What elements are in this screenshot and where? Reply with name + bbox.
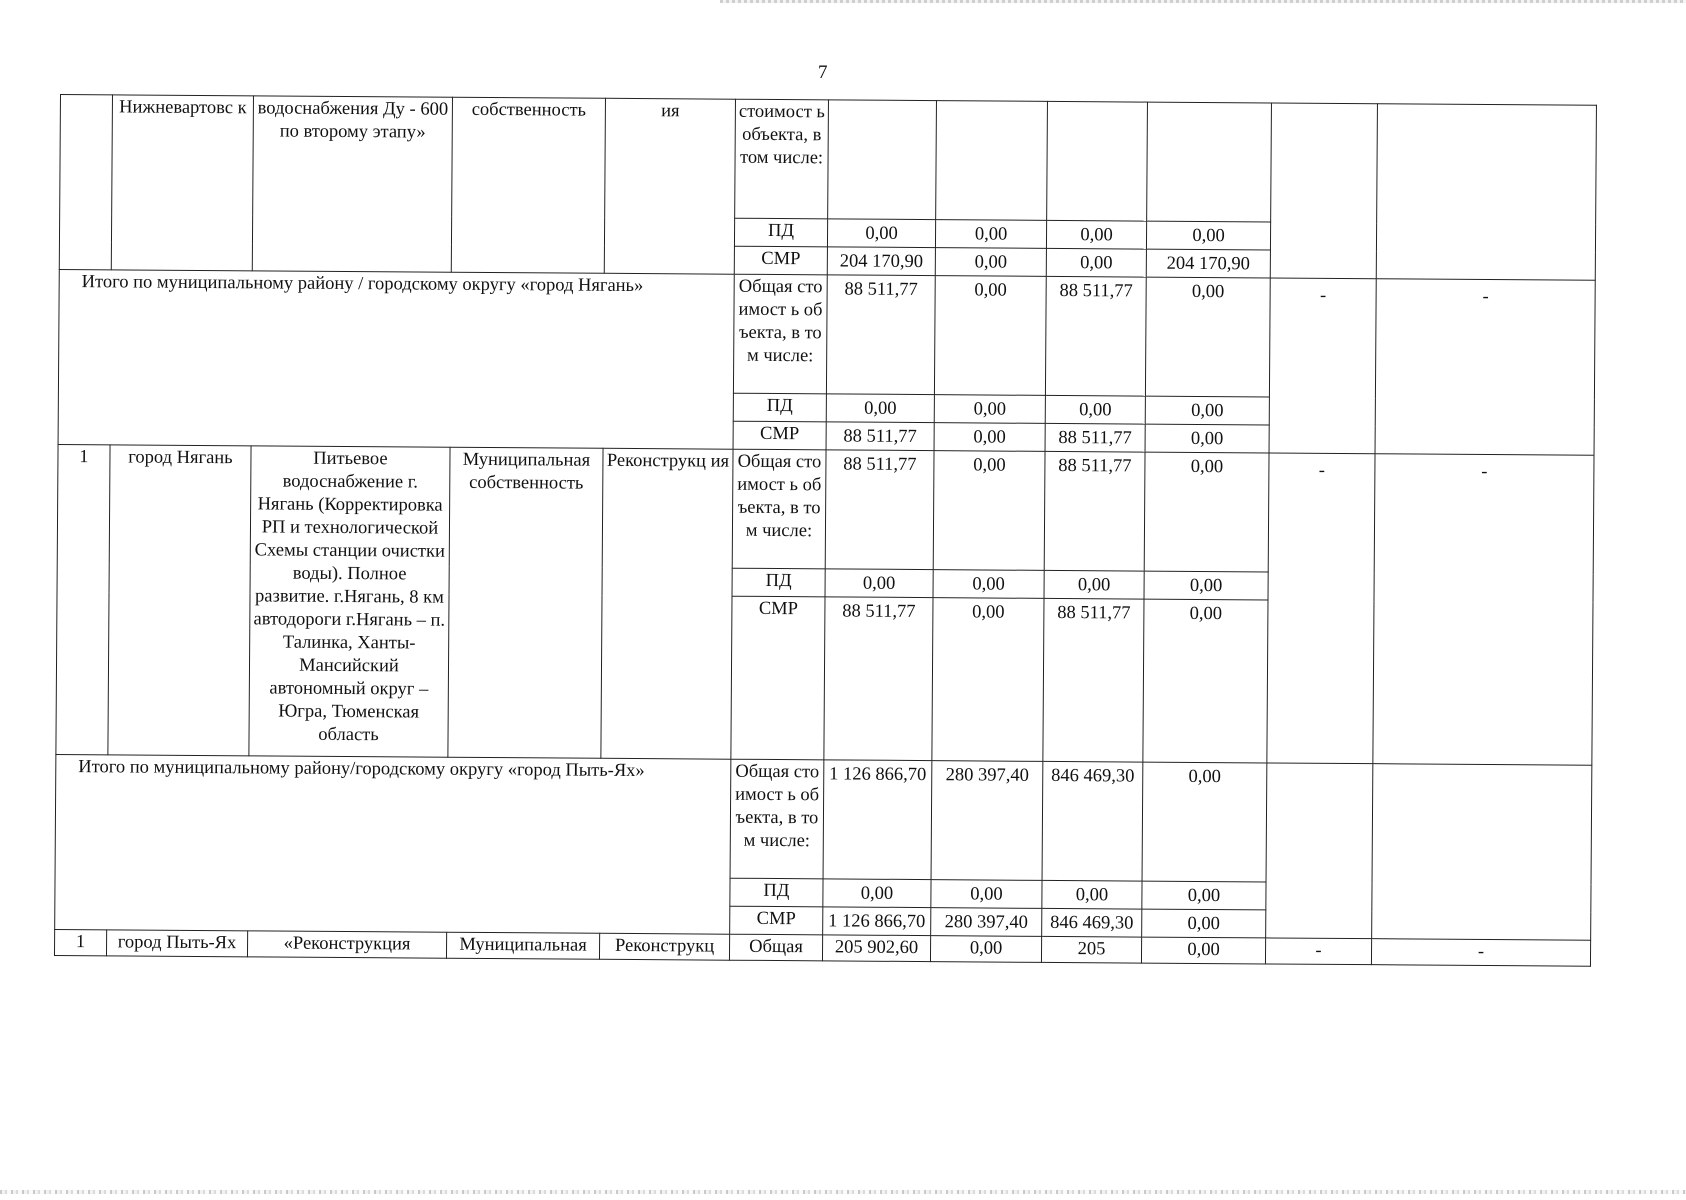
table-row (55, 754, 1592, 884)
city-cell: город Пыть-Ях (106, 930, 247, 957)
value-cell (1147, 102, 1272, 222)
value-cell: 0,00 (823, 879, 931, 908)
object-name-cell: Питьевое водоснабжение г. Нягань (Корректировка РП и технологической Схемы станции очистки воды). Полное развитие. г.Нягань, 8 км автодороги г.Нягань – п. Талинка, Ханты-Мансийский автономный округ – Югра, Тюменская область (249, 446, 450, 757)
value-cell: 88 511,77 (826, 422, 934, 451)
value-cell: 0,00 (934, 395, 1045, 424)
value-cell: 0,00 (930, 936, 1041, 963)
value-cell: 205 (1041, 936, 1141, 963)
value-cell: 0,00 (1046, 248, 1146, 277)
value-cell: 205 902,60 (822, 935, 930, 962)
extra-cell: - (1265, 938, 1371, 965)
value-cell (936, 101, 1048, 221)
cost-label-cell: Общая (729, 934, 822, 961)
extra-cell (1372, 764, 1592, 941)
value-cell (828, 100, 937, 220)
ownership-cell: Муниципальная собственность (448, 447, 603, 758)
total-label-cell: Итого по муниципальному району / городскому округу «город Нягань» (58, 269, 734, 449)
value-cell: 88 511,77 (825, 450, 934, 570)
object-name-cell: водоснабжения Ду - 600 по второму этапу» (252, 96, 452, 272)
cost-label-cell: стоимост ь объекта, в том числе: (735, 99, 829, 219)
smr-label-cell: СМР (730, 906, 823, 935)
table-row (57, 444, 1594, 574)
value-cell: 88 511,77 (1045, 276, 1146, 396)
scan-edge-top (720, 0, 1686, 3)
value-cell: 88 511,77 (824, 597, 933, 761)
value-cell: 0,00 (1145, 277, 1270, 397)
page-number: 7 (818, 62, 828, 83)
extra-cell: - (1375, 279, 1595, 456)
value-cell: 0,00 (1045, 395, 1145, 424)
scan-edge-bottom (0, 1190, 1686, 1194)
value-cell: 0,00 (934, 423, 1045, 452)
pd-label-cell: ПД (732, 568, 825, 597)
extra-cell: - (1269, 278, 1376, 454)
row-number-cell: 1 (56, 444, 110, 754)
value-cell: 846 469,30 (1042, 761, 1143, 881)
value-cell: 0,00 (934, 276, 1046, 396)
value-cell: 1 126 866,70 (823, 760, 932, 880)
work-type-cell: Реконструкц (599, 933, 729, 960)
value-cell: 1 126 866,70 (823, 907, 931, 936)
value-cell: 0,00 (1145, 424, 1269, 453)
pd-label-cell: ПД (733, 393, 826, 422)
value-cell: 0,00 (825, 569, 933, 598)
pd-label-cell: ПД (734, 218, 827, 247)
value-cell: 0,00 (1142, 881, 1266, 910)
pd-label-cell: ПД (730, 878, 823, 907)
city-cell: Нижневартовс к (111, 95, 253, 271)
value-cell: 88 511,77 (826, 275, 935, 395)
smr-label-cell: СМР (734, 246, 827, 275)
extra-cell (1270, 103, 1377, 279)
value-cell: 0,00 (1142, 762, 1267, 882)
value-cell: 0,00 (1044, 570, 1144, 599)
value-cell: 0,00 (1145, 396, 1269, 425)
work-type-cell: ия (604, 98, 735, 274)
value-cell: 0,00 (933, 570, 1044, 599)
city-cell: город Нягань (108, 445, 251, 756)
extra-cell: - (1373, 454, 1594, 766)
extra-cell: - (1267, 453, 1375, 764)
value-cell: 846 469,30 (1042, 908, 1142, 937)
value-cell: 204 170,90 (827, 247, 935, 276)
value-cell: 0,00 (826, 394, 934, 423)
value-cell: 0,00 (1143, 599, 1268, 763)
cost-label-cell: Общая стоимост ь объекта, в том числе: (733, 274, 827, 394)
value-cell: 204 170,90 (1146, 249, 1270, 278)
value-cell: 0,00 (1144, 452, 1269, 572)
value-cell: 0,00 (1144, 571, 1268, 600)
extra-cell (1266, 763, 1373, 939)
value-cell: 0,00 (1042, 880, 1142, 909)
table-row (60, 95, 1597, 225)
value-cell: 0,00 (1146, 221, 1270, 250)
object-name-cell: «Реконструкция (247, 931, 446, 958)
table-row (58, 269, 1595, 399)
smr-label-cell: СМР (733, 421, 826, 450)
cost-label-cell: Общая стоимост ь объекта, в том числе: (730, 759, 824, 879)
extra-cell (1376, 104, 1596, 281)
cost-label-cell: Общая стоимост ь объекта, в том числе: (732, 449, 826, 569)
value-cell: 0,00 (827, 219, 935, 248)
value-cell: 0,00 (1142, 909, 1266, 938)
value-cell: 88 511,77 (1044, 451, 1145, 571)
ownership-cell: собственность (451, 97, 605, 273)
ownership-cell: Муниципальная (446, 932, 599, 959)
value-cell: 88 511,77 (1045, 423, 1145, 452)
value-cell: 0,00 (935, 248, 1046, 277)
value-cell: 88 511,77 (1043, 598, 1144, 762)
document-sheet (53, 94, 1596, 1048)
value-cell: 0,00 (1141, 937, 1265, 964)
value-cell: 0,00 (935, 220, 1046, 249)
value-cell: 0,00 (1046, 220, 1146, 249)
value-cell: 280 397,40 (931, 761, 1043, 881)
extra-cell: - (1371, 939, 1590, 967)
value-cell: 0,00 (932, 598, 1044, 762)
value-cell (1047, 101, 1148, 221)
work-type-cell: Реконструкц ия (601, 448, 733, 759)
value-cell: 280 397,40 (931, 908, 1042, 937)
row-number-cell (59, 95, 112, 270)
value-cell: 0,00 (933, 451, 1045, 571)
value-cell: 0,00 (931, 880, 1042, 909)
total-label-cell: Итого по муниципальному району/городскому округу «город Пыть-Ях» (55, 754, 731, 934)
row-number-cell: 1 (54, 929, 106, 955)
smr-label-cell: СМР (731, 596, 825, 760)
objects-table (54, 94, 1597, 967)
